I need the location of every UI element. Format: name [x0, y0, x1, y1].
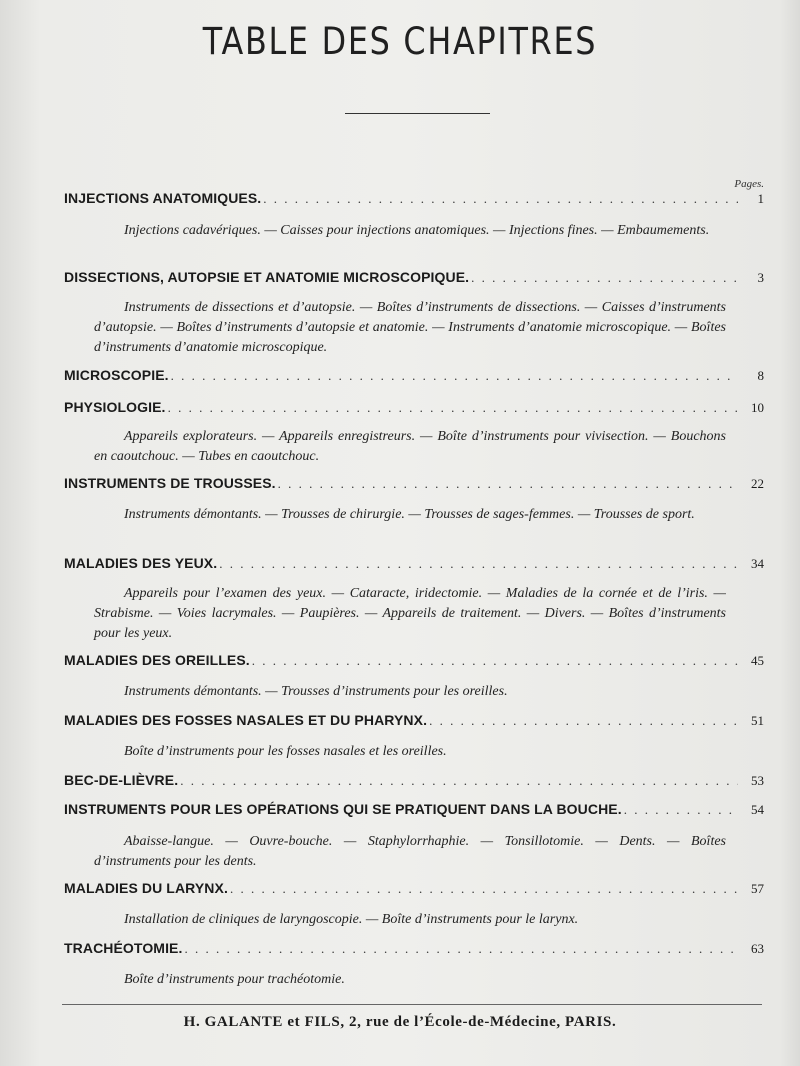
toc-entry: [64, 367, 764, 389]
dot-leader: [278, 476, 738, 492]
dot-leader: [624, 802, 738, 818]
toc-entry-description: Instruments démontants. — Trousses de chirurgie. — Trousses de sages-femmes. — Trousses de sport.: [124, 507, 695, 522]
toc-entry: [64, 712, 764, 734]
dot-leader: [168, 400, 738, 416]
toc-entry-page: 1: [757, 191, 764, 206]
pages-column-label: Pages.: [734, 178, 764, 190]
toc-entry-heading: BEC-DE-LIÈVRE.: [64, 772, 179, 788]
toc-entry-description: Instruments démontants. — Trousses d’instruments pour les oreilles.: [124, 684, 508, 699]
toc-entry-description: Instruments de dissections et d’autopsie. — Boîtes d’instruments de dissections. — Caisses d’instruments d’autopsie. — Boîtes d’instruments d’autopsie et anatomie. — Instruments d’anatomie microscopique. — Boîtes d’instruments d’anatomie microscopique.: [94, 300, 726, 355]
toc-entry: [64, 269, 764, 291]
toc-entry: [64, 801, 764, 823]
toc-entry: [64, 555, 764, 577]
toc-entry-page: 51: [751, 713, 764, 728]
toc-entry-description: Injections cadavériques. — Caisses pour injections anatomiques. — Injections fines. — Embaumements.: [124, 223, 710, 238]
dot-leader: [180, 773, 738, 789]
dot-leader: [429, 713, 738, 729]
toc-entry: [64, 652, 764, 674]
dot-leader: [263, 191, 738, 207]
toc-entry: [64, 475, 764, 497]
toc-entry-page: 8: [757, 368, 764, 383]
toc-entry-page: 63: [751, 941, 764, 956]
toc-entry-description: Abaisse-langue. — Ouvre-bouche. — Staphylorrhaphie. — Tonsillotomie. — Dents. — Boîtes d’instruments pour les dents.: [94, 834, 726, 869]
toc-entry-description: Boîte d’instruments pour trachéotomie.: [124, 972, 345, 987]
toc-entry-heading: MALADIES DES YEUX.: [64, 555, 218, 571]
toc-entry-heading: MICROSCOPIE.: [64, 367, 169, 383]
dot-leader: [219, 556, 738, 572]
toc-entry-heading: INJECTIONS ANATOMIQUES.: [64, 190, 262, 206]
toc-entry-heading: MALADIES DES OREILLES.: [64, 652, 250, 668]
toc-entry: [64, 399, 764, 421]
toc-entry-description: Appareils explorateurs. — Appareils enregistreurs. — Boîte d’instruments pour vivisection. — Bouchons en caoutchouc. — Tubes en caoutchouc.: [94, 429, 726, 464]
toc-entry-heading: DISSECTIONS, AUTOPSIE ET ANATOMIE MICROSCOPIQUE.: [64, 269, 470, 285]
toc-entry-page: 34: [751, 556, 764, 571]
toc-entry-page: 54: [751, 802, 764, 817]
toc-entry-page: 22: [751, 476, 764, 491]
toc-entry: [64, 940, 764, 962]
toc-entry-heading: INSTRUMENTS POUR LES OPÉRATIONS QUI SE PRATIQUENT DANS LA BOUCHE.: [64, 801, 622, 817]
dot-leader: [185, 941, 739, 957]
toc-entry-heading: TRACHÉOTOMIE.: [64, 940, 183, 956]
dot-leader: [252, 653, 738, 669]
toc-entry: [64, 772, 764, 794]
toc-entry-heading: INSTRUMENTS DE TROUSSES.: [64, 475, 276, 491]
toc-entry: [64, 190, 764, 212]
toc-entry-description: Boîte d’instruments pour les fosses nasales et les oreilles.: [124, 744, 447, 759]
toc-entry-description: Appareils pour l’examen des yeux. — Cataracte, iridectomie. — Maladies de la cornée et de l’iris. — Strabisme. — Voies lacrymales. — Paupières. — Appareils de traitement. — Divers. — Boîtes d’instruments pour les yeux.: [94, 586, 726, 641]
toc-entry-page: 3: [757, 270, 764, 285]
dot-leader: [471, 270, 738, 286]
page-title: TABLE DES CHAPITRES: [202, 20, 598, 63]
toc-entry-page: 53: [751, 773, 764, 788]
toc-entry-heading: PHYSIOLOGIE.: [64, 399, 166, 415]
dot-leader: [171, 368, 738, 384]
toc-entry-page: 10: [751, 400, 764, 415]
toc-entry-description: Installation de cliniques de laryngoscopie. — Boîte d’instruments pour le larynx.: [124, 912, 579, 927]
dot-leader: [230, 881, 738, 897]
toc-entry-heading: MALADIES DU LARYNX.: [64, 880, 228, 896]
toc-entry: [64, 880, 764, 902]
toc-entry-page: 57: [751, 881, 764, 896]
toc-entry-heading: MALADIES DES FOSSES NASALES ET DU PHARYNX.: [64, 712, 428, 728]
publisher-footer: H. GALANTE et FILS, 2, rue de l’École-de-Médecine, PARIS.: [183, 1014, 617, 1030]
toc-entry-page: 45: [751, 653, 764, 668]
footer-divider: [62, 1004, 762, 1005]
